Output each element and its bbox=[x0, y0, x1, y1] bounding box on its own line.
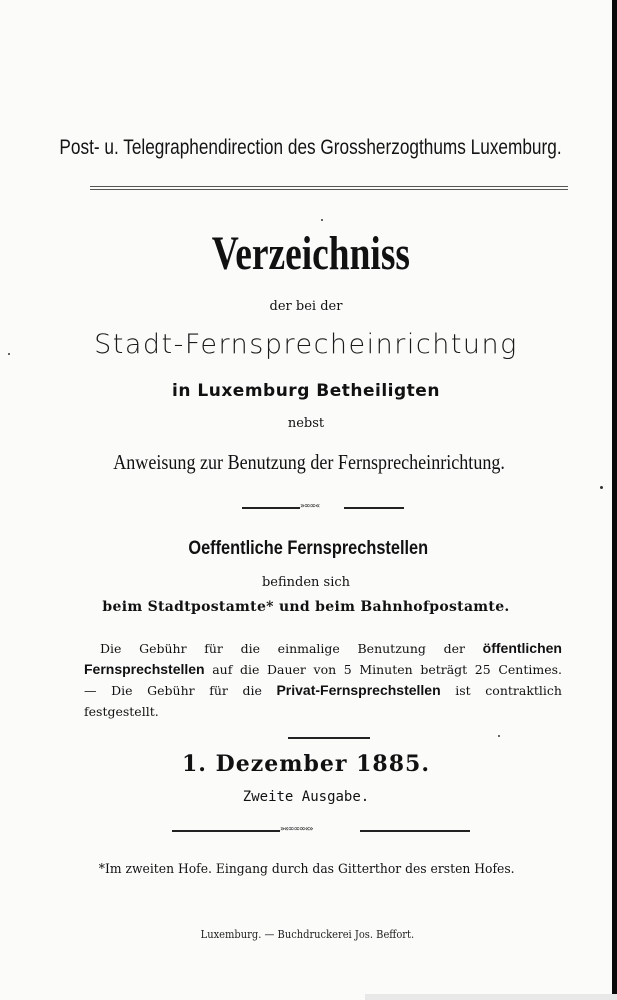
section-heading: Oeffentliche Fernsprechstellen bbox=[188, 538, 429, 559]
subtitle-small: der bei der bbox=[269, 299, 343, 314]
edition-label: Zweite Ausgabe. bbox=[242, 789, 370, 805]
fee-line-1: Die Gebühr für die einmalige Benutzung der öffentlichen bbox=[100, 640, 562, 656]
publication-date: 1. Dezember 1885. bbox=[182, 751, 430, 777]
document-title: Verzeichniss bbox=[211, 227, 410, 280]
fee-line-2: Fernsprechstellen auf die Dauer von 5 Minuten beträgt 25 Centimes. bbox=[84, 661, 562, 677]
instructions-title: Anweisung zur Benutzung der Fernsprecheinrichtung. bbox=[113, 450, 505, 474]
paper-speck bbox=[600, 486, 603, 489]
nebst-text: nebst bbox=[287, 416, 325, 431]
fee-line-4: festgestellt. bbox=[84, 704, 159, 719]
paper-speck bbox=[321, 219, 323, 221]
paper-speck bbox=[498, 735, 500, 737]
scan-edge bbox=[612, 0, 617, 1000]
section-location: beim Stadtpostamte* und beim Bahnhofpostamte. bbox=[102, 599, 510, 615]
section-sub: befinden sich bbox=[261, 575, 351, 590]
fee-line-3: — Die Gebühr für die Privat-Fernsprechstellen ist contraktlich bbox=[84, 682, 562, 698]
printer-imprint: Luxemburg. — Buchdruckerei Jos. Beffort. bbox=[200, 928, 415, 941]
fee-paragraph bbox=[84, 638, 562, 722]
subtitle-bold: in Luxemburg Betheiligten bbox=[172, 381, 440, 401]
paper-speck bbox=[8, 353, 10, 355]
issuer-header: Post- u. Telegraphendirection des Grossherzogthums Luxemburg. bbox=[59, 136, 562, 159]
scan-edge-bottom bbox=[365, 994, 617, 1000]
header-double-rule bbox=[90, 186, 568, 190]
subtitle-large: Stadt-Fernsprecheinrichtung bbox=[94, 329, 518, 360]
document-page: Post- u. Telegraphendirection des Grossherzogthums Luxemburg. Verzeichniss der bei der Stadt-Fernsprecheinrichtung in Luxemburg Betheiligten nebst Anweisung zur Benutzung der Fernsprecheinrichtung. »∞∞« Oeffentliche Fernsprechstellen befinden sich beim Stadtpostamte* und beim Bahnhofpostamte. Die Gebühr für die einmalige Benutzung der öffentlichen Fernsprechstellen auf die Dauer von 5 Minuten beträgt 25 Centimes. — Die Gebühr für die Privat-Fernsprechstellen ist contraktlich festgestellt. 1. Dezember 1885. Zweite Ausgabe. »«∞∞∞«» *Im zweiten Hofe. Eingang durch das Gitterthor des ersten Hofes. Luxemburg. — Buchdruckerei Jos. Beffort. bbox=[0, 0, 612, 1000]
short-rule bbox=[288, 737, 370, 739]
footnote: *Im zweiten Hofe. Eingang durch das Gitterthor des ersten Hofes. bbox=[98, 862, 515, 877]
